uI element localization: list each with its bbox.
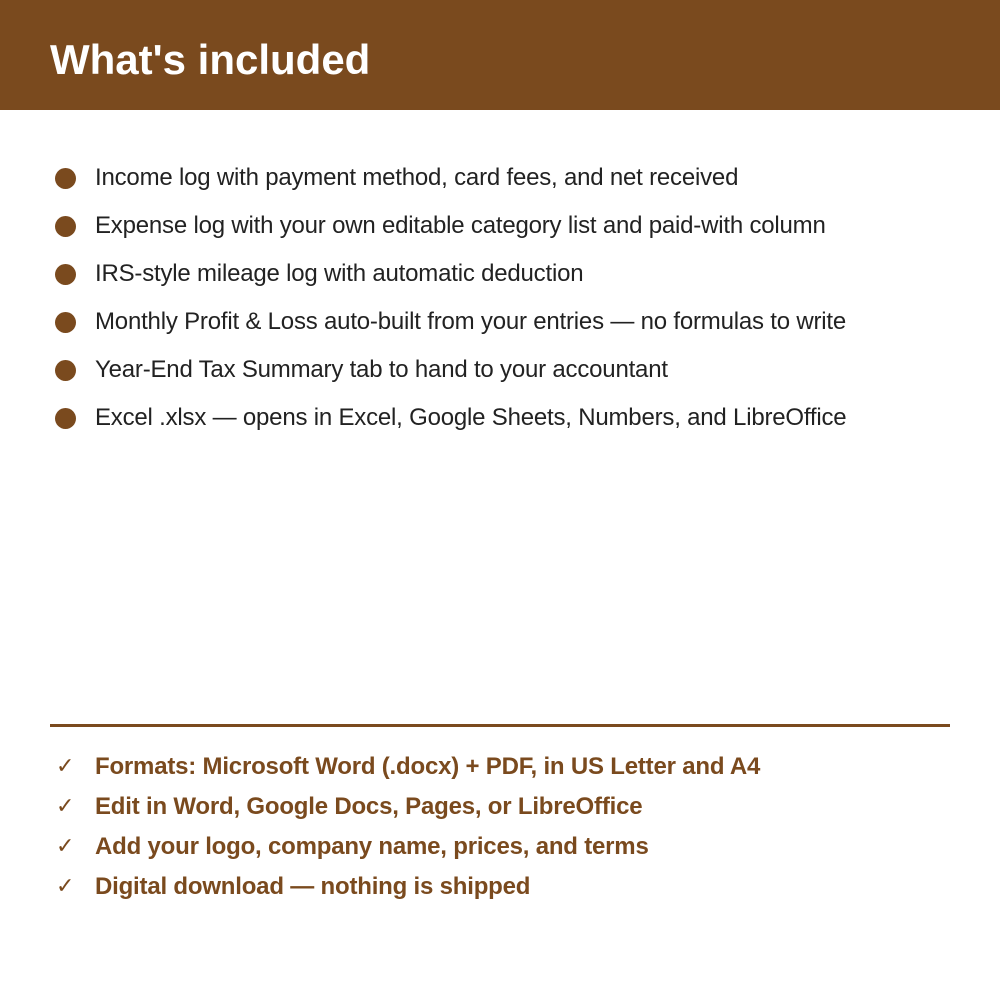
feature-item	[0, 298, 1000, 346]
section-divider	[50, 724, 950, 727]
check-icon: ✓	[56, 794, 75, 819]
info-item	[0, 788, 1000, 828]
page-title: What's included	[50, 36, 371, 83]
info-item	[0, 748, 1000, 788]
feature-text: Excel .xlsx — opens in Excel, Google Sheets, Numbers, and LibreOffice	[95, 404, 847, 431]
bullet-icon	[55, 312, 76, 333]
feature-item	[0, 250, 1000, 298]
info-text: Add your logo, company name, prices, and terms	[95, 833, 649, 860]
feature-item	[0, 346, 1000, 394]
feature-list	[0, 154, 1000, 442]
info-item	[0, 828, 1000, 868]
feature-item	[0, 202, 1000, 250]
format-info-list	[0, 748, 1000, 908]
check-icon: ✓	[56, 874, 75, 899]
info-text: Digital download — nothing is shipped	[95, 873, 531, 900]
info-text: Edit in Word, Google Docs, Pages, or LibreOffice	[95, 793, 643, 820]
check-icon: ✓	[56, 834, 75, 859]
check-icon: ✓	[56, 754, 75, 779]
bullet-icon	[55, 360, 76, 381]
feature-item	[0, 394, 1000, 442]
bullet-icon	[55, 168, 76, 189]
info-text: Formats: Microsoft Word (.docx) + PDF, in US Letter and A4	[95, 753, 761, 780]
feature-text: Monthly Profit & Loss auto-built from your entries — no formulas to write	[95, 308, 847, 335]
header-banner	[0, 0, 1000, 110]
bullet-icon	[55, 408, 76, 429]
feature-item	[0, 154, 1000, 202]
bullet-icon	[55, 264, 76, 285]
info-item	[0, 868, 1000, 908]
bullet-icon	[55, 216, 76, 237]
feature-text: Expense log with your own editable category list and paid-with column	[95, 212, 826, 239]
feature-text: IRS-style mileage log with automatic deduction	[95, 260, 584, 287]
feature-text: Income log with payment method, card fees, and net received	[95, 164, 739, 191]
feature-text: Year-End Tax Summary tab to hand to your accountant	[95, 356, 668, 383]
